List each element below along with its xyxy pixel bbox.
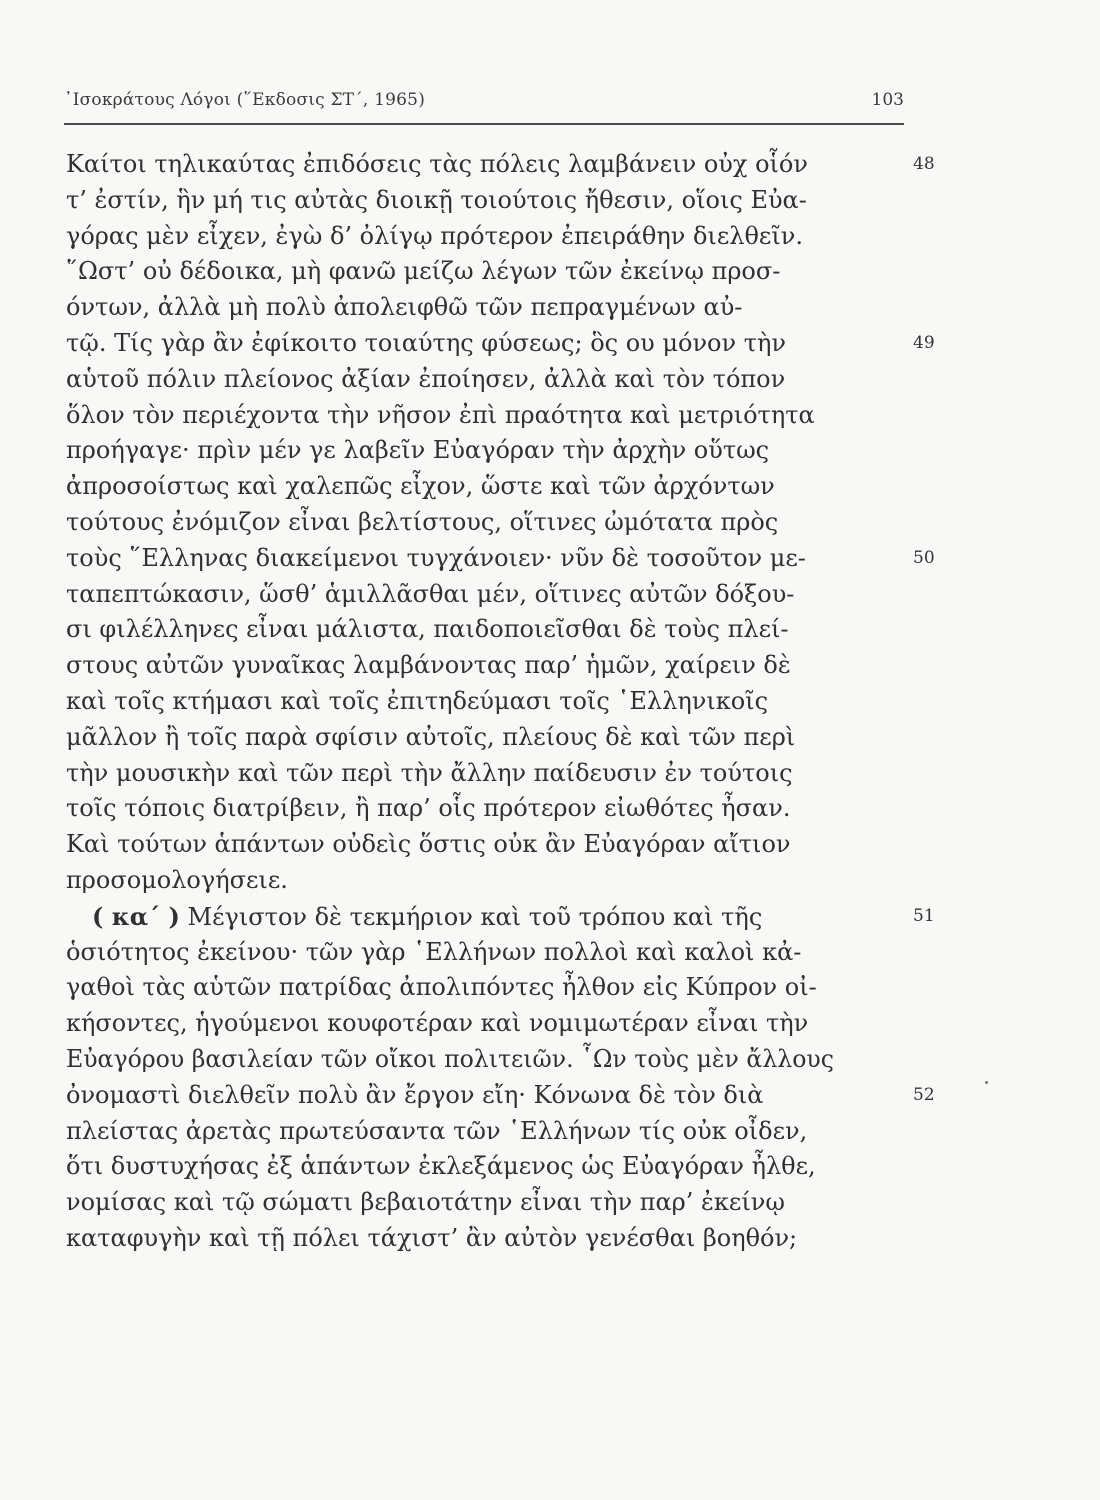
print-speck	[985, 1081, 988, 1084]
section-number: 52	[913, 1084, 935, 1105]
section-number: 50	[913, 547, 935, 568]
body-text	[66, 147, 935, 1257]
text-line	[66, 219, 926, 255]
text-line	[66, 254, 926, 290]
line-text: τοῖς τόποις διατρίβειν, ἢ παρ’ οἷς πρότερον εἰωθότες ἦσαν.	[66, 794, 791, 823]
line-text: μᾶλλον ἢ τοῖς παρὰ σφίσιν αὐτοῖς, πλείους δὲ καὶ τῶν περὶ	[66, 722, 796, 751]
line-text	[92, 899, 762, 936]
line-text: γόρας μὲν εἶχεν, ἐγὼ δ’ ὀλίγῳ πρότερον ἐπειράθην διελθεῖν.	[66, 221, 803, 250]
line-text: κήσοντες, ἡγούμενοι κουφοτέραν καὶ νομιμωτέραν εἶναι τὴν	[66, 1009, 809, 1038]
text-line	[66, 863, 926, 899]
text-line	[66, 362, 926, 398]
line-text-rest: Μέγιστον δὲ τεκμήριον καὶ τοῦ τρόπου καὶ τῆς	[179, 902, 763, 931]
text-line	[66, 648, 926, 684]
line-text: γαθοὶ τὰς αὑτῶν πατρίδας ἀπολιπόντες ἦλθον εἰς Κύπρον οἰ-	[66, 973, 817, 1002]
text-line	[66, 326, 935, 362]
text-line	[66, 577, 926, 613]
section-number: 48	[913, 154, 935, 174]
line-text: ὁσιότητος ἐκείνου· τῶν γὰρ ῾Ελλήνων πολλοὶ καὶ καλοὶ κἀ-	[66, 937, 802, 966]
text-line	[66, 505, 926, 541]
line-text: τ’ ἐστίν, ἣν μή τις αὐτὰς διοικῇ τοιούτοις ἤθεσιν, οἵοις Εὐα-	[66, 185, 807, 214]
line-text: τῷ. Τίς γὰρ ἂν ἐφίκοιτο τοιαύτης φύσεως; ὃς ου μόνον τὴν	[66, 328, 786, 357]
text-line	[66, 612, 926, 648]
line-text: στους αὐτῶν γυναῖκας λαμβάνοντας παρ’ ἡμῶν, χαίρειν δὲ	[66, 651, 791, 680]
line-text: Εὐαγόρου βασιλείαν τῶν οἴκοι πολιτειῶν. ῟Ων τοὺς μὲν ἄλλους	[66, 1044, 834, 1073]
header-rule	[64, 123, 904, 125]
text-line	[66, 720, 926, 756]
line-text: ὅλον τὸν περιέχοντα τὴν νῆσον ἐπὶ πραότητα καὶ μετριότητα	[66, 400, 815, 429]
line-text: τούτους ἐνόμιζον εἶναι βελτίστους, οἵτινες ὠμότατα πρὸς	[66, 507, 779, 536]
text-line	[66, 433, 926, 469]
line-text: τοὺς ῞Ελληνας διακείμενοι τυγχάνοιεν· νῦν δὲ τοσοῦτον με-	[66, 543, 806, 572]
text-line	[66, 290, 926, 326]
text-line	[66, 469, 926, 505]
line-text: καταφυγὴν καὶ τῇ πόλει τάχιστ’ ἂν αὐτὸν γενέσθαι βοηθόν;	[66, 1223, 798, 1252]
text-line	[66, 1114, 926, 1150]
text-line	[66, 1042, 926, 1078]
running-title: ᾿Ισοκράτους Λόγοι (῞Εκδοσις ΣΤ΄, 1965)	[64, 90, 426, 110]
text-line	[66, 684, 926, 720]
line-text: ταπεπτώκασιν, ὥσθ’ ἁμιλλᾶσθαι μέν, οἵτινες αὐτῶν δόξου-	[66, 579, 795, 608]
text-line	[66, 970, 926, 1006]
text-line	[66, 183, 926, 219]
line-text: πλείστας ἀρετὰς πρωτεύσαντα τῶν ῾Ελλήνων τίς οὐκ οἶδεν,	[66, 1116, 808, 1145]
section-number: 51	[913, 905, 935, 926]
line-text: τὴν μουσικὴν καὶ τῶν περὶ τὴν ἄλλην παίδευσιν ἐν τούτοις	[66, 758, 793, 787]
text-line	[66, 935, 926, 971]
text-line	[66, 541, 935, 577]
line-text: ῞Ωστ’ οὐ δέδοικα, μὴ φανῶ μείζω λέγων τῶν ἐκείνῳ προσ-	[66, 257, 781, 286]
text-line	[66, 1221, 926, 1257]
chapter-start-line	[66, 899, 935, 935]
line-text: προσομολογήσειε.	[66, 865, 288, 894]
text-line	[66, 1078, 935, 1114]
line-text: αὑτοῦ πόλιν πλείονος ἀξίαν ἐποίησεν, ἀλλὰ καὶ τὸν τόπον	[66, 364, 786, 393]
text-line	[66, 791, 926, 827]
line-text: νομίσας καὶ τῷ σώματι βεβαιοτάτην εἶναι τὴν παρ’ ἐκείνῳ	[66, 1188, 785, 1217]
text-line	[66, 827, 926, 863]
page-header	[64, 90, 904, 120]
line-text: καὶ τοῖς κτήμασι καὶ τοῖς ἐπιτηδεύμασι τοῖς ῾Ελληνικοῖς	[66, 686, 769, 715]
section-number: 49	[913, 332, 935, 353]
text-line	[66, 1006, 926, 1042]
line-text: ὅτι δυστυχήσας ἐξ ἁπάντων ἐκλεξάμενος ὡς Εὐαγόραν ἦλθε,	[66, 1152, 816, 1181]
line-text: ὀνομαστὶ διελθεῖν πολὺ ἂν ἔργον εἴη· Κόνωνα δὲ τὸν διὰ	[66, 1080, 764, 1109]
line-text: Καὶ τούτων ἁπάντων οὐδεὶς ὅστις οὐκ ἂν Εὐαγόραν αἴτιον	[66, 830, 791, 859]
line-text: προήγαγε· πρὶν μέν γε λαβεῖν Εὐαγόραν τὴν ἀρχὴν οὕτως	[66, 436, 770, 465]
text-line	[66, 1149, 926, 1185]
line-text: Καίτοι τηλικαύτας ἐπιδόσεις τὰς πόλεις λαμβάνειν οὐχ οἷόν	[66, 150, 808, 178]
line-text: ἀπροσοίστως καὶ χαλεπῶς εἶχον, ὥστε καὶ τῶν ἀρχόντων	[66, 472, 775, 501]
text-line	[66, 756, 926, 792]
text-line	[66, 398, 926, 434]
line-text: όντων, ἀλλὰ μὴ πολὺ ἀπολειφθῶ τῶν πεπραγμένων αὐ-	[66, 293, 743, 322]
page-number: 103	[871, 90, 904, 110]
chapter-label: ( κα΄ )	[92, 901, 180, 931]
text-line	[66, 1185, 926, 1221]
text-line	[66, 147, 935, 183]
line-text: σι φιλέλληνες εἶναι μάλιστα, παιδοποιεῖσθαι δὲ τοὺς πλεί-	[66, 615, 789, 644]
